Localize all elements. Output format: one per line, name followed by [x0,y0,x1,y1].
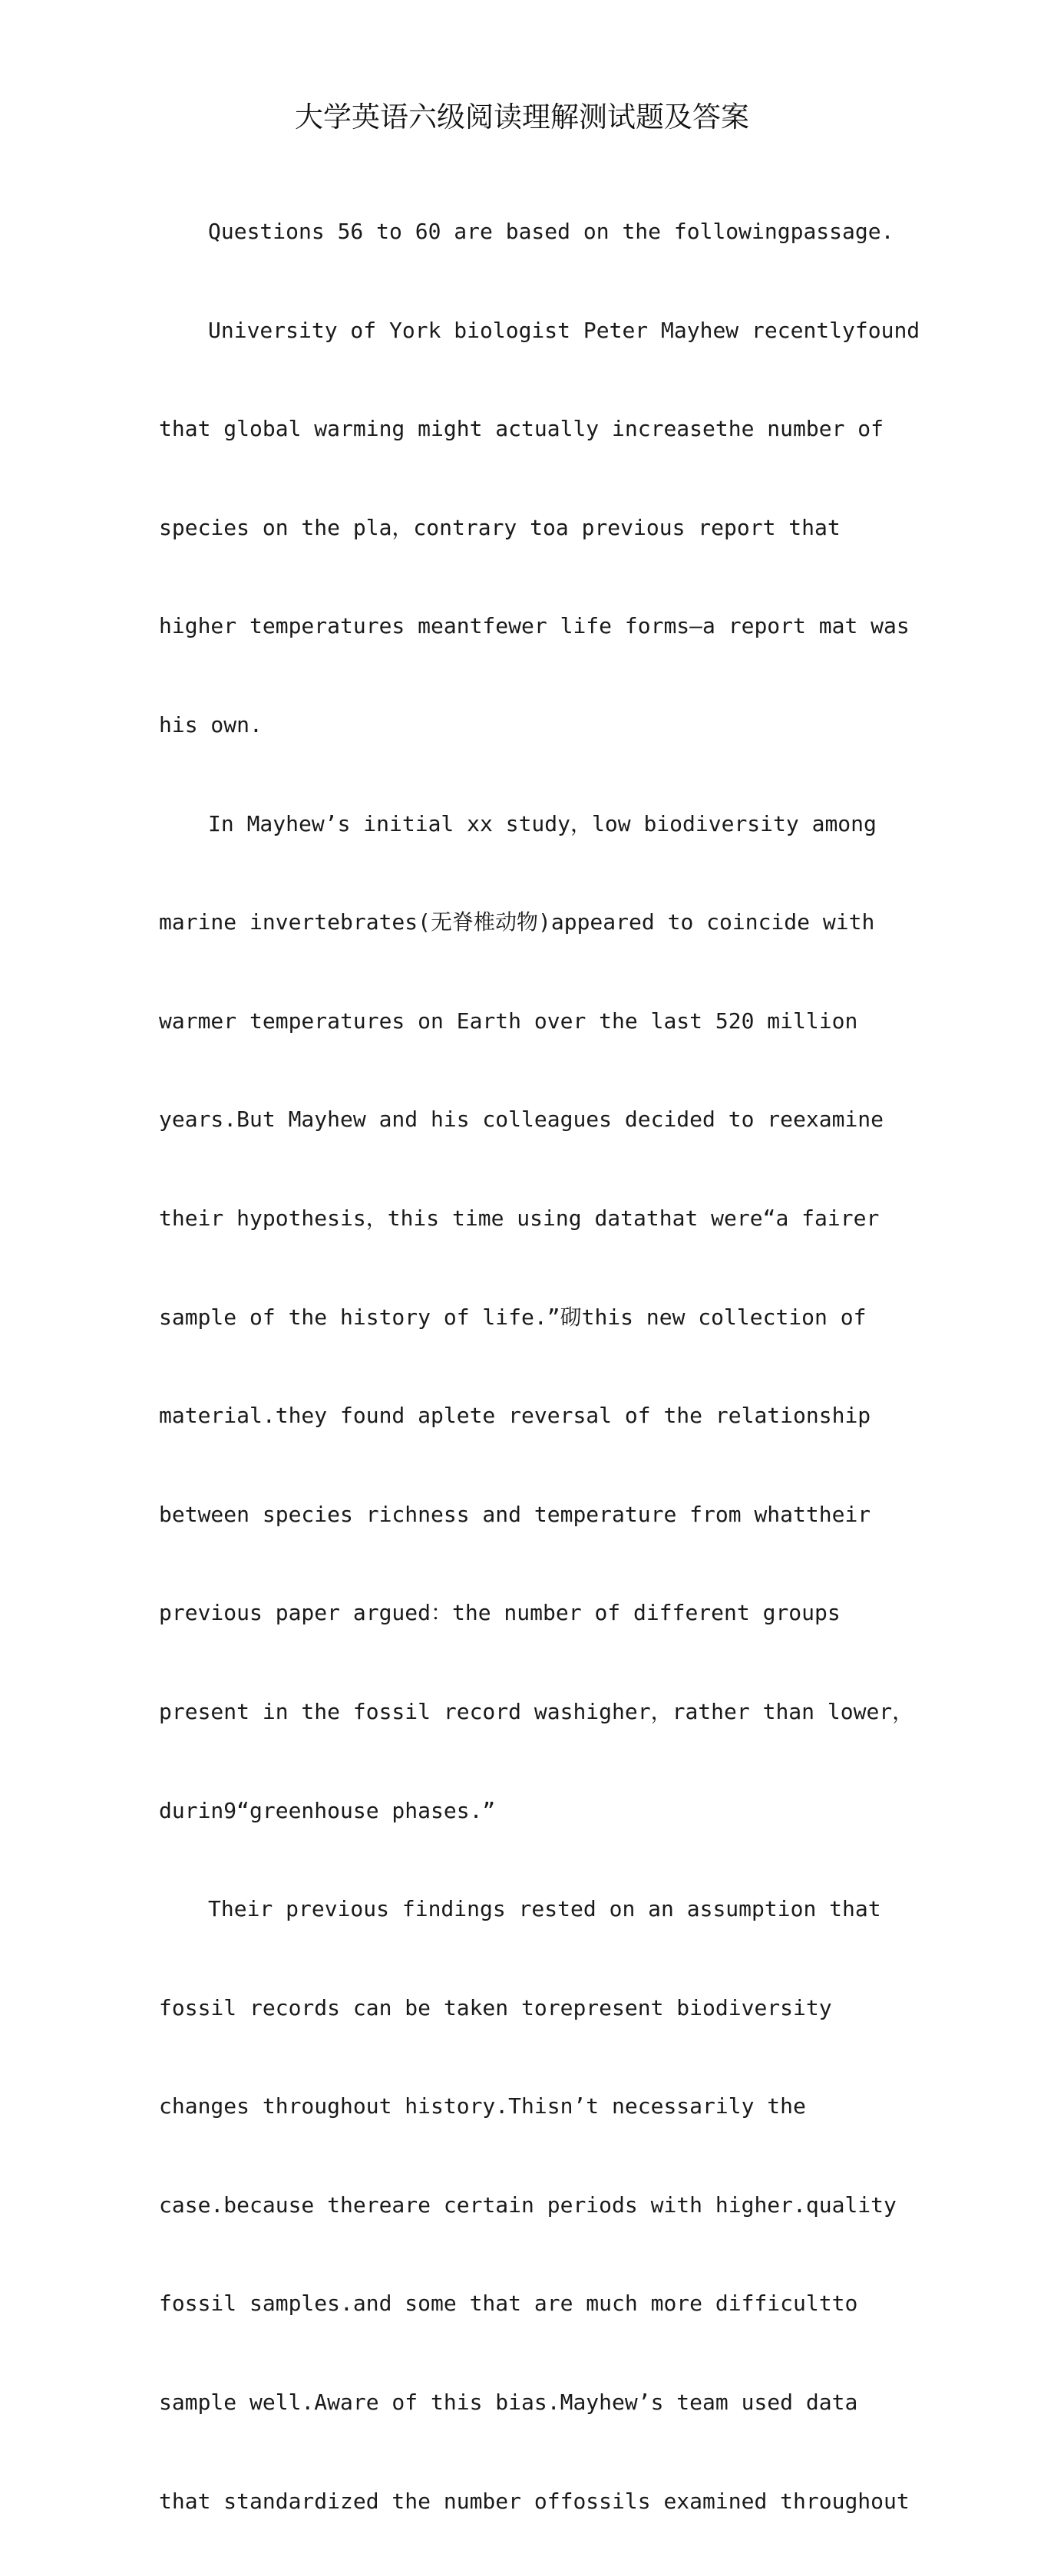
text-line-paragraph-1-start: University of York biologist Peter Mayhew recentlyfound [208,317,920,343]
text-line: their hypothesis，this time using datathat were“a fairer [159,1205,880,1231]
text-line: higher temperatures meantfewer life forms—a report mat was [159,613,910,639]
text-line: years.But Mayhew and his colleagues decided to reexamine [159,1107,884,1133]
text-line: his own. [159,711,263,737]
text-line-questions-intro: Questions 56 to 60 are based on the followingpassage. [208,219,894,244]
text-line: present in the fossil record washigher，rather than lower， [159,1698,914,1724]
text-line: sample well.Aware of this bias.Mayhew’s team used data [159,2390,858,2416]
text-line: marine invertebrates(无脊椎动物)appeared to coincide with [159,909,875,935]
text-line: species on the pla，contrary toa previous report that [159,514,841,540]
text-line-paragraph-2-start: In Mayhew’s initial xx study，low biodiversity among [208,810,877,836]
text-line: warmer temperatures on Earth over the last 520 million [159,1008,858,1034]
text-line: that global warming might actually increasethe number of [159,416,884,442]
text-line: sample of the history of life.”砌this new collection of [159,1304,867,1330]
text-line: material.they found aplete reversal of the relationship [159,1403,871,1429]
text-line: fossil samples.and some that are much more difficultto [159,2291,858,2317]
text-line: durin9“greenhouse phases.” [159,1797,496,1823]
text-line-paragraph-3-start: Their previous findings rested on an assumption that [208,1896,881,1922]
text-line: between species richness and temperature from whattheir [159,1501,871,1527]
text-line: that standardized the number offossils examined throughout [159,2488,910,2514]
text-line: case.because thereare certain periods with higher.quality [159,2192,897,2218]
passage-text [159,157,927,2576]
document-title: 大学英语六级阅读理解测试题及答案 [295,101,749,134]
text-line: changes throughout history.Thisn’t necessarily the [159,2093,806,2119]
text-line: fossil records can be taken torepresent biodiversity [159,1994,832,2020]
text-line: previous paper argued：the number of different groups [159,1600,841,1626]
